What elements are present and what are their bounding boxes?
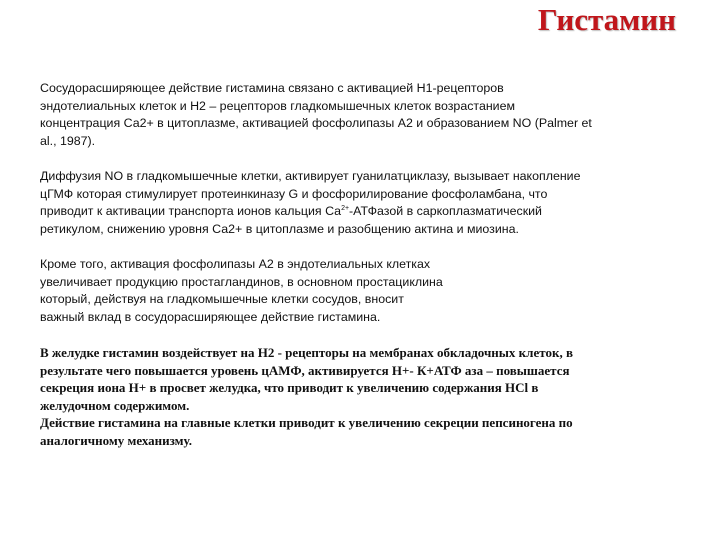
text-line: увеличивает продукцию простагландинов, в основном простациклина xyxy=(40,274,443,289)
text-line: цГМФ которая стимулирует протеинкиназу G и фосфорилирование фосфоламбана, что xyxy=(40,186,548,201)
text-line: эндотелиальных клеток и H2 – рецепторов гладкомышечных клеток возрастанием xyxy=(40,98,516,113)
slide-title: Гистамин xyxy=(537,2,676,37)
paragraph-stomach xyxy=(40,344,690,414)
text-line: Кроме того, активация фосфолипазы А2 в эндотелиальных клетках xyxy=(40,256,431,271)
text-line: концентрация Са2+ в цитоплазме, активацией фосфолипазы А2 и образованием NO (Palmer et xyxy=(40,116,592,131)
text-line: аналогичному механизму. xyxy=(40,432,192,448)
text-line: В желудке гистамин воздействует на Н2 - рецепторы на мембранах обкладочных клеток, в xyxy=(40,344,573,360)
text-line: секреция иона Н+ в просвет желудка, что приводит к увеличению содержания HCl в xyxy=(40,380,539,396)
paragraph-pepsinogen xyxy=(40,414,690,449)
text-line: важный вклад в сосудорасширяющее действие гистамина. xyxy=(40,309,381,324)
paragraph-vasodilation xyxy=(40,80,690,150)
text-line: желудочном содержимом. xyxy=(40,397,190,413)
calcium-text-start: приводит к активации транспорта ионов кальция Са xyxy=(40,204,342,219)
text-line: al., 1987). xyxy=(40,133,96,148)
calcium-superscript: 2+ xyxy=(341,205,350,213)
calcium-text-end: -АТФазой в саркоплазматический xyxy=(349,204,542,219)
paragraph-no-diffusion xyxy=(40,168,690,238)
slide-body xyxy=(40,80,690,449)
text-line: Действие гистамина на главные клетки приводит к увеличению секреции пепсиногена по xyxy=(40,415,573,431)
text-line: Сосудорасширяющее действие гистамина связано с активацией H1-рецепторов xyxy=(40,81,504,95)
text-line: который, действуя на гладкомышечные клетки сосудов, вносит xyxy=(40,292,404,307)
text-line: ретикулом, снижению уровня Са2+ в цитоплазме и разобщению актина и миозина. xyxy=(40,221,519,236)
text-line: Диффузия NO в гладкомышечные клетки, активирует гуанилатциклазу, вызывает накопление xyxy=(40,168,581,183)
text-line: результате чего повышается уровень цАМФ, активируется Н+- К+АТФ аза – повышается xyxy=(40,362,570,378)
paragraph-phospholipase xyxy=(40,256,690,326)
text-line-calcium xyxy=(40,203,690,221)
